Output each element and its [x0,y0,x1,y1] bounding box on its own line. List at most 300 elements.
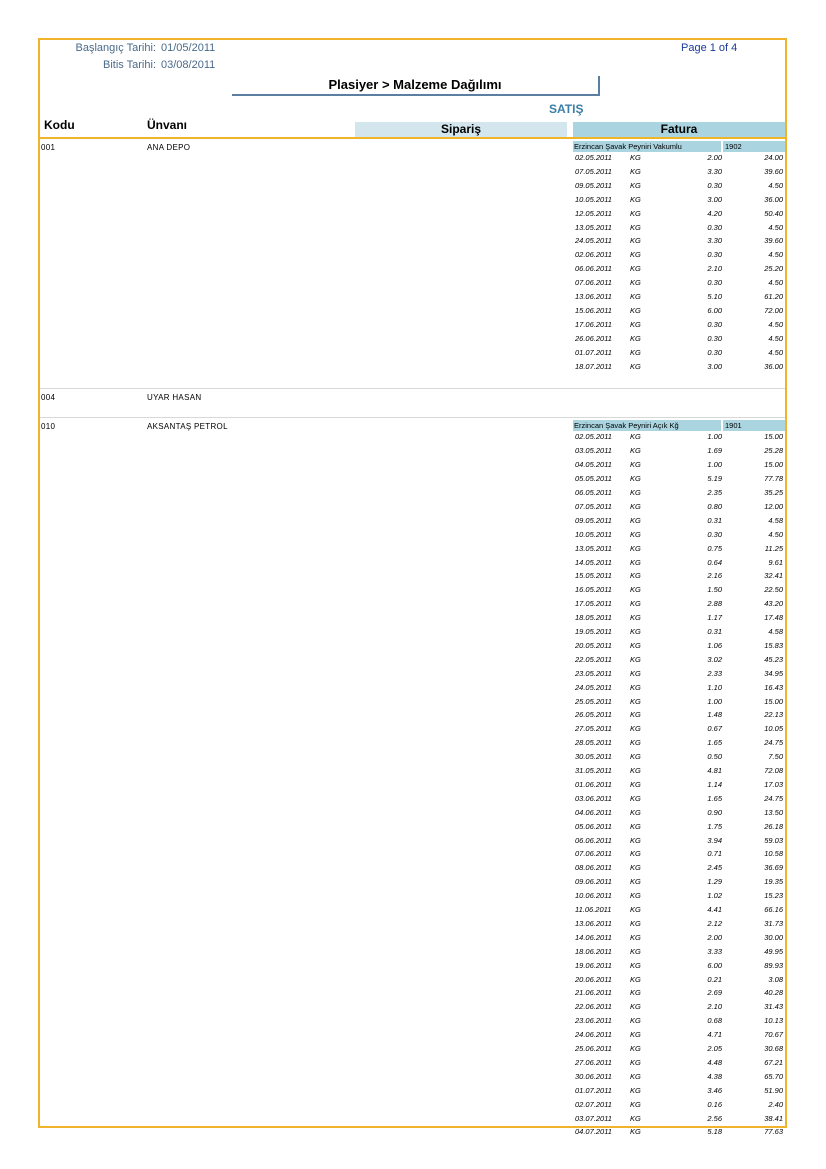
row-amount: 31.43 [764,1002,783,1012]
table-row [573,529,785,541]
row-quantity: 2.00 [707,932,722,942]
product-name: Erzincan Şavak Peyniri Açık Kğ [573,420,721,431]
row-unit: KG [630,361,641,371]
start-date-value: 01/05/2011 [161,42,216,54]
row-date: 20.05.2011 [575,640,612,650]
row-quantity: 3.00 [707,361,722,371]
row-date: 19.06.2011 [575,960,612,970]
page-number: Page 1 of 4 [681,42,738,54]
row-date: 01.06.2011 [575,779,612,789]
row-quantity: 4.48 [707,1057,722,1067]
row-quantity: 0.30 [707,529,722,539]
table-row [573,876,785,888]
row-unit: KG [630,863,641,873]
row-amount: 7.50 [768,752,783,762]
row-date: 09.05.2011 [575,515,612,525]
row-amount: 66.16 [764,905,783,914]
row-quantity: 2.10 [707,1002,722,1012]
row-quantity: 4.20 [707,208,722,218]
row-unit: KG [630,793,641,803]
row-unit: KG [630,319,641,329]
table-row [573,821,785,833]
row-amount: 15.00 [764,696,783,706]
row-quantity: 3.46 [707,1085,722,1095]
table-row [573,459,785,471]
row-quantity: 4.38 [707,1071,722,1081]
row-date: 17.05.2011 [575,599,612,609]
table-row [573,835,785,847]
row-amount: 4.50 [768,222,783,232]
row-amount: 43.20 [764,599,783,609]
customer-code: 010 [41,422,56,432]
row-unit: KG [630,766,641,775]
row-quantity: 5.19 [707,474,722,484]
row-quantity: 0.64 [707,557,722,567]
row-amount: 4.50 [768,250,783,260]
row-date: 08.06.2011 [575,863,612,873]
row-amount: 72.08 [764,766,783,775]
row-date: 25.06.2011 [575,1044,612,1053]
row-unit: KG [630,946,641,956]
row-amount: 4.50 [768,529,783,539]
row-amount: 16.43 [764,682,783,692]
row-quantity: 1.14 [707,779,722,789]
row-date: 10.05.2011 [575,529,612,539]
table-row [573,1126,785,1138]
row-unit: KG [630,488,641,497]
row-date: 22.06.2011 [575,1002,612,1012]
row-date: 19.05.2011 [575,627,612,636]
row-quantity: 3.30 [707,166,722,176]
table-row [573,166,785,178]
table-row [573,848,785,860]
row-unit: KG [630,347,641,357]
row-unit: KG [630,807,641,817]
row-amount: 30.00 [764,932,783,942]
row-unit: KG [630,696,641,706]
row-amount: 13.50 [764,807,783,817]
row-unit: KG [630,501,641,511]
row-date: 04.07.2011 [575,1127,612,1137]
row-amount: 89.93 [764,960,783,970]
column-header-code: Kodu [44,118,75,132]
row-amount: 34.95 [764,668,783,678]
row-date: 30.06.2011 [575,1071,612,1081]
table-row [573,960,785,972]
table-row [573,765,785,777]
row-quantity: 2.00 [707,153,722,162]
row-amount: 15.23 [764,891,783,901]
row-quantity: 1.65 [707,793,722,803]
row-quantity: 2.12 [707,918,722,928]
row-unit: KG [630,1002,641,1012]
row-amount: 77.63 [764,1127,783,1137]
row-quantity: 3.30 [707,236,722,246]
table-row [573,208,785,220]
row-unit: KG [630,222,641,232]
row-quantity: 1.29 [707,877,722,887]
row-date: 28.05.2011 [575,738,612,748]
row-quantity: 1.48 [707,710,722,720]
row-amount: 17.03 [764,779,783,789]
row-date: 05.05.2011 [575,474,612,484]
table-row [573,515,785,527]
row-amount: 15.00 [764,460,783,470]
row-amount: 40.28 [764,988,783,998]
table-row [573,737,785,749]
row-quantity: 1.00 [707,432,722,442]
customer-code: 001 [41,143,56,152]
row-quantity: 4.81 [707,766,722,775]
row-unit: KG [630,264,641,274]
row-date: 24.05.2011 [575,682,612,692]
row-amount: 19.35 [764,877,783,887]
row-date: 13.05.2011 [575,543,612,553]
row-amount: 17.48 [764,613,783,623]
row-date: 01.07.2011 [575,1085,612,1095]
table-row [573,1071,785,1083]
row-amount: 45.23 [764,654,783,664]
row-date: 10.06.2011 [575,891,612,901]
row-quantity: 3.33 [707,946,722,956]
row-date: 06.06.2011 [575,264,612,274]
table-row [573,1001,785,1013]
row-quantity: 2.10 [707,264,722,274]
row-quantity: 1.00 [707,460,722,470]
row-unit: KG [630,1030,641,1040]
row-quantity: 0.68 [707,1016,722,1026]
row-amount: 32.41 [764,571,783,581]
row-quantity: 3.00 [707,194,722,204]
row-quantity: 0.30 [707,347,722,357]
row-unit: KG [630,779,641,789]
row-date: 18.05.2011 [575,613,612,623]
table-row [573,487,785,499]
row-quantity: 1.02 [707,891,722,901]
table-row [573,709,785,721]
row-unit: KG [630,738,641,748]
row-quantity: 2.33 [707,668,722,678]
table-row [573,1029,785,1041]
row-date: 18.07.2011 [575,361,612,371]
table-row [573,987,785,999]
row-quantity: 6.00 [707,305,722,315]
row-date: 05.06.2011 [575,821,612,831]
row-unit: KG [630,543,641,553]
table-row [573,235,785,247]
column-header-name: Ünvanı [147,118,188,132]
row-date: 30.05.2011 [575,752,612,762]
customer-separator [40,417,785,418]
start-date-label: Başlangıç Tarihi: [75,42,156,54]
row-date: 04.06.2011 [575,807,612,817]
row-amount: 35.25 [764,488,783,497]
row-unit: KG [630,974,641,984]
table-row [573,598,785,610]
row-amount: 24.00 [764,153,783,162]
row-unit: KG [630,627,641,636]
row-quantity: 1.50 [707,585,722,595]
row-date: 15.06.2011 [575,305,612,315]
row-unit: KG [630,166,641,176]
row-date: 27.06.2011 [575,1057,612,1067]
row-unit: KG [630,835,641,845]
row-unit: KG [630,153,641,162]
table-row [573,473,785,485]
row-amount: 4.50 [768,333,783,343]
row-amount: 4.50 [768,180,783,190]
row-amount: 50.40 [764,208,783,218]
table-row [573,1015,785,1027]
row-unit: KG [630,710,641,720]
table-row [573,263,785,275]
table-row [573,584,785,596]
report-title: Plasiyer > Malzeme Dağılımı [232,76,600,96]
table-row [573,291,785,303]
row-date: 03.07.2011 [575,1113,612,1123]
row-unit: KG [630,180,641,190]
row-quantity: 0.30 [707,278,722,288]
row-amount: 65.70 [764,1071,783,1081]
row-amount: 9.61 [768,557,783,567]
table-row [573,723,785,735]
row-date: 14.05.2011 [575,557,612,567]
row-unit: KG [630,432,641,442]
row-quantity: 0.30 [707,333,722,343]
row-unit: KG [630,988,641,998]
row-amount: 39.60 [764,166,783,176]
row-amount: 15.00 [764,432,783,442]
table-row [573,249,785,261]
table-row [573,305,785,317]
row-unit: KG [630,932,641,942]
row-amount: 11.25 [764,543,783,553]
row-date: 20.06.2011 [575,974,612,984]
table-row [573,793,785,805]
table-row [573,862,785,874]
table-row [573,807,785,819]
row-unit: KG [630,1113,641,1123]
row-date: 16.05.2011 [575,585,612,595]
row-amount: 24.75 [764,738,783,748]
row-date: 17.06.2011 [575,319,612,329]
row-date: 09.05.2011 [575,180,612,190]
row-quantity: 0.21 [707,974,722,984]
row-date: 22.05.2011 [575,654,612,664]
table-row [573,682,785,694]
row-amount: 30.68 [764,1044,783,1053]
row-date: 18.06.2011 [575,946,612,956]
row-quantity: 0.30 [707,250,722,260]
row-amount: 59.03 [764,835,783,845]
row-unit: KG [630,891,641,901]
row-date: 15.05.2011 [575,571,612,581]
customer-name: UYAR HASAN [147,393,202,403]
row-date: 23.05.2011 [575,668,612,678]
row-unit: KG [630,682,641,692]
row-unit: KG [630,821,641,831]
row-amount: 22.50 [764,585,783,595]
table-row [573,180,785,192]
table-row [573,890,785,902]
customer-code: 004 [41,393,56,403]
row-date: 07.05.2011 [575,501,612,511]
row-date: 14.06.2011 [575,932,612,942]
table-row [573,222,785,234]
row-amount: 2.40 [768,1099,783,1109]
table-row [573,612,785,624]
table-row [573,570,785,582]
row-unit: KG [630,236,641,246]
row-unit: KG [630,654,641,664]
row-quantity: 0.16 [707,1099,722,1109]
row-quantity: 1.65 [707,738,722,748]
row-unit: KG [630,849,641,859]
row-date: 02.05.2011 [575,153,612,162]
row-quantity: 0.71 [707,849,722,859]
table-row [573,1057,785,1069]
row-date: 24.05.2011 [575,236,612,246]
row-amount: 4.50 [768,319,783,329]
row-amount: 39.60 [764,236,783,246]
row-unit: KG [630,515,641,525]
row-quantity: 4.71 [707,1030,722,1040]
row-unit: KG [630,333,641,343]
row-date: 12.05.2011 [575,208,612,218]
table-row [573,501,785,513]
table-row [573,194,785,206]
row-unit: KG [630,529,641,539]
table-row [573,946,785,958]
column-header-invoice: Fatura [573,122,785,137]
row-amount: 72.00 [764,305,783,315]
row-date: 13.06.2011 [575,918,612,928]
row-unit: KG [630,1085,641,1095]
row-amount: 4.50 [768,278,783,288]
row-amount: 22.13 [764,710,783,720]
product-code: 1901 [723,420,785,431]
row-unit: KG [630,1016,641,1026]
customer-name: AKSANTAŞ PETROL [147,422,228,432]
row-quantity: 4.41 [707,905,722,914]
table-row [573,361,785,373]
table-row [573,918,785,930]
row-quantity: 0.67 [707,724,722,734]
table-row [573,543,785,555]
row-unit: KG [630,1044,641,1053]
row-amount: 10.58 [764,849,783,859]
row-amount: 3.08 [768,974,783,984]
row-date: 13.06.2011 [575,292,612,301]
row-quantity: 1.06 [707,640,722,650]
row-amount: 67.21 [764,1057,783,1067]
row-amount: 25.20 [764,264,783,274]
row-amount: 31.73 [764,918,783,928]
row-date: 26.06.2011 [575,333,612,343]
product-header [573,141,785,152]
row-quantity: 2.05 [707,1044,722,1053]
row-date: 01.07.2011 [575,347,612,357]
row-date: 06.06.2011 [575,835,612,845]
row-unit: KG [630,305,641,315]
row-quantity: 2.16 [707,571,722,581]
row-unit: KG [630,1127,641,1137]
row-date: 21.06.2011 [575,988,612,998]
row-unit: KG [630,1057,641,1067]
row-date: 10.05.2011 [575,194,612,204]
row-unit: KG [630,194,641,204]
row-date: 24.06.2011 [575,1030,612,1040]
row-amount: 38.41 [764,1113,783,1123]
row-amount: 25.28 [764,446,783,456]
row-date: 06.05.2011 [575,488,612,497]
row-unit: KG [630,752,641,762]
row-date: 04.05.2011 [575,460,612,470]
row-quantity: 0.30 [707,180,722,190]
row-amount: 70.67 [764,1030,783,1040]
row-quantity: 0.31 [707,627,722,636]
row-date: 02.06.2011 [575,250,612,260]
row-date: 13.05.2011 [575,222,612,232]
row-quantity: 1.17 [707,613,722,623]
header-rule [40,137,785,139]
row-quantity: 5.10 [707,292,722,301]
table-row [573,1043,785,1055]
row-unit: KG [630,446,641,456]
row-unit: KG [630,208,641,218]
row-amount: 26.18 [764,821,783,831]
table-row [573,445,785,457]
row-amount: 51.90 [764,1085,783,1095]
row-quantity: 0.90 [707,807,722,817]
table-row [573,640,785,652]
table-row [573,557,785,569]
row-amount: 4.50 [768,347,783,357]
row-unit: KG [630,960,641,970]
table-row [573,751,785,763]
row-date: 31.05.2011 [575,766,612,775]
customer-separator [40,388,785,389]
row-amount: 10.13 [764,1016,783,1026]
row-quantity: 2.88 [707,599,722,609]
row-date: 11.06.2011 [575,905,612,914]
row-unit: KG [630,557,641,567]
row-quantity: 6.00 [707,960,722,970]
row-unit: KG [630,905,641,914]
row-unit: KG [630,724,641,734]
product-code: 1902 [723,141,785,152]
row-date: 25.05.2011 [575,696,612,706]
row-quantity: 2.45 [707,863,722,873]
row-amount: 61.20 [764,292,783,301]
row-quantity: 1.10 [707,682,722,692]
table-row [573,654,785,666]
row-unit: KG [630,571,641,581]
row-unit: KG [630,250,641,260]
row-date: 23.06.2011 [575,1016,612,1026]
row-amount: 36.00 [764,194,783,204]
row-unit: KG [630,613,641,623]
row-unit: KG [630,460,641,470]
row-quantity: 2.35 [707,488,722,497]
column-header-order: Sipariş [355,122,567,137]
row-amount: 36.69 [764,863,783,873]
table-row [573,779,785,791]
row-quantity: 2.56 [707,1113,722,1123]
row-unit: KG [630,599,641,609]
row-quantity: 0.50 [707,752,722,762]
section-label: SATIŞ [549,102,584,116]
